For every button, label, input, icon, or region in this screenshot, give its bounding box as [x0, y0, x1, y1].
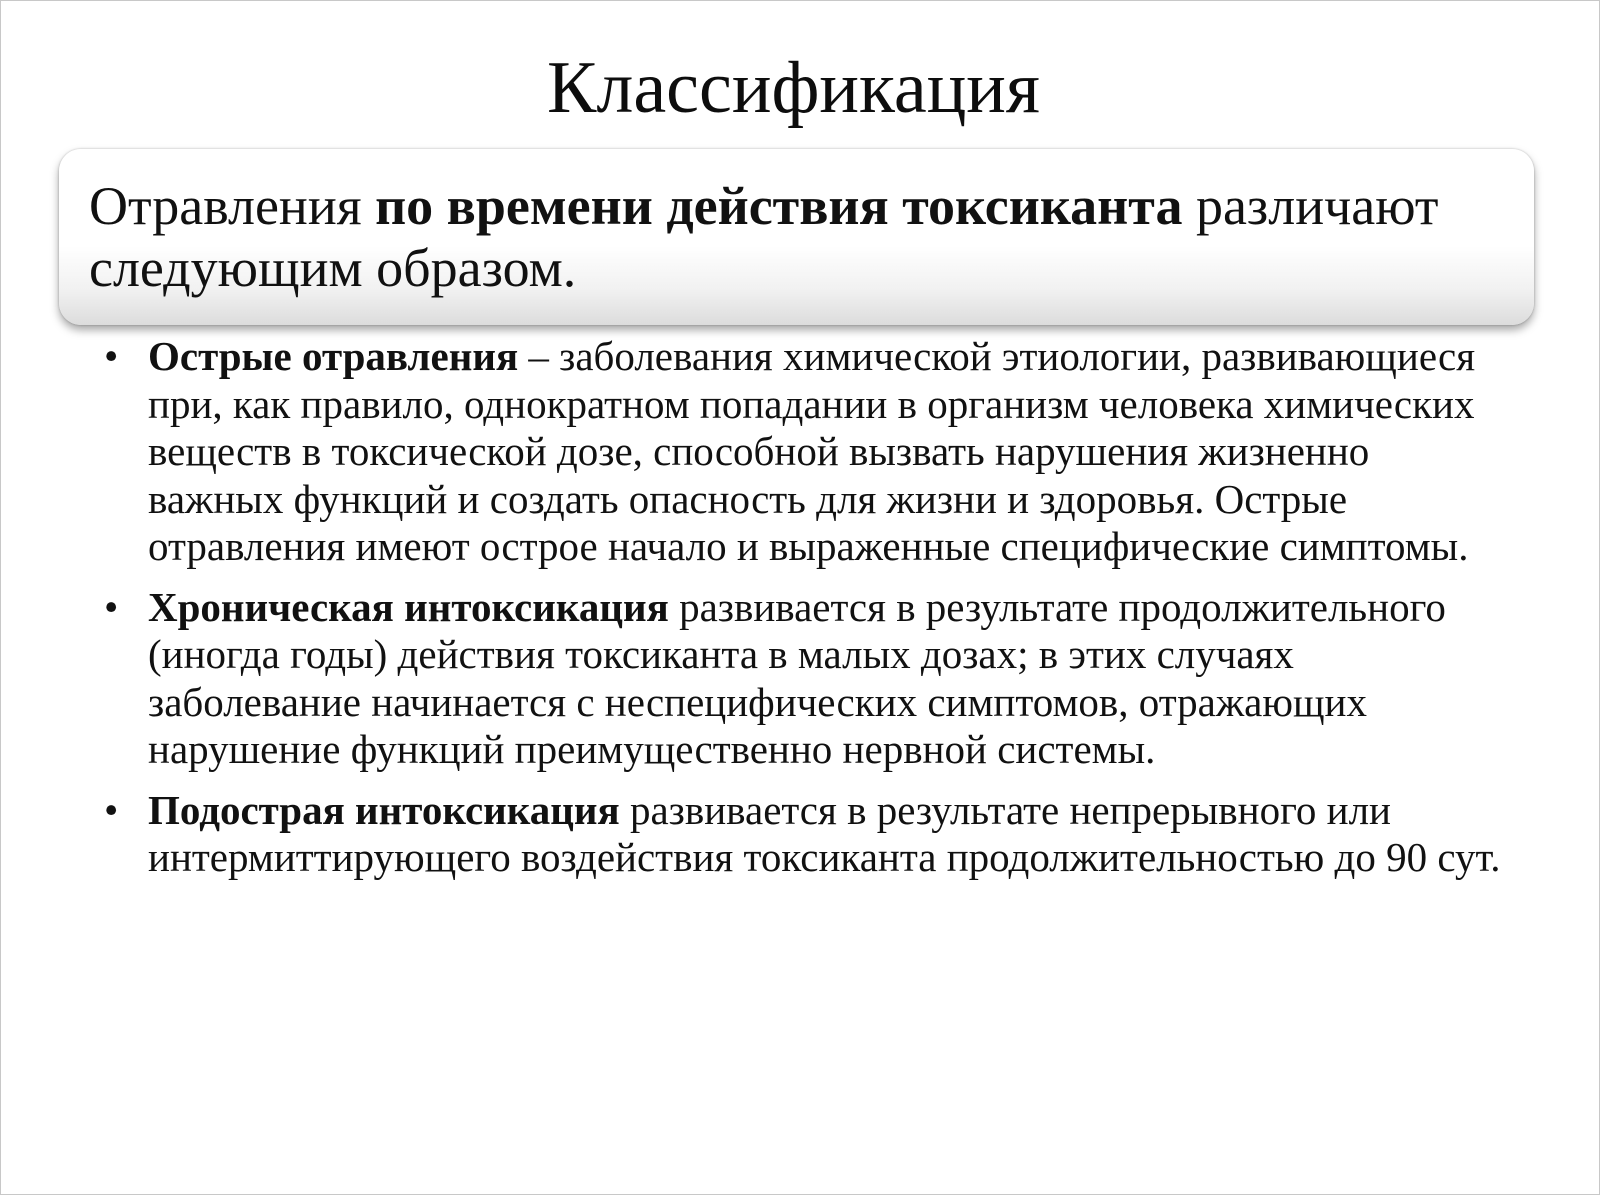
- list-item-acute: [104, 333, 1514, 571]
- classification-list: [104, 333, 1514, 895]
- bullet-icon: •: [104, 583, 119, 630]
- bullet-icon: •: [104, 333, 119, 379]
- intro-emphasis: по времени действия токсиканта: [375, 176, 1183, 236]
- item-text: – заболевания химической этиологии, развивающиеся при, как правило, однократном попадании в организм человека химических веществ в токсической дозе, способной вызвать нарушения жизненно важных функций и создать опасность для жизни и здоровья. Острые отравления имеют острое начало и выраженные специфические симптомы.: [148, 333, 1476, 569]
- intro-callout: [59, 149, 1534, 325]
- intro-prefix: Отравления: [89, 176, 376, 236]
- item-term: Острые отравления: [148, 333, 519, 379]
- bullet-icon: •: [104, 786, 119, 833]
- list-item-subacute: [104, 787, 1514, 882]
- item-text: развивается в результате непрерывного или интермиттирующего воздействия токсиканта продолжительностью до 90 сут.: [148, 786, 1501, 880]
- item-term: Подострая интоксикация: [148, 786, 620, 833]
- slide-title: Классификация: [547, 47, 1040, 129]
- item-text: развивается в результате продолжительного (иногда годы) действия токсиканта в малых дозах; в этих случаях заболевание начинается с неспецифических симптомов, отражающих нарушение функций преимущественно нервной системы.: [148, 583, 1446, 772]
- item-term: Хроническая интоксикация: [148, 583, 669, 630]
- list-item-chronic: [104, 584, 1514, 774]
- intro-suffix: различают следующим образом.: [89, 176, 1439, 298]
